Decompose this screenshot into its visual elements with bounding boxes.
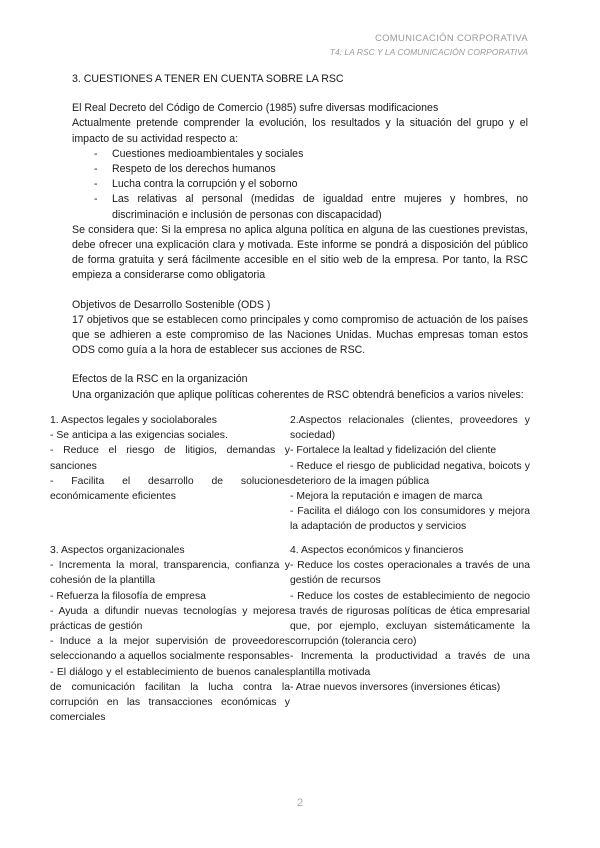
list-item: - Refuerza la filosofía de empresa (50, 590, 206, 602)
effects-text: Una organización que aplique políticas coherentes de RSC obtendrá beneficios a varios niveles: (72, 388, 524, 401)
decree-heading: El Real Decreto del Código de Comercio (1985) sufre diversas modificaciones (72, 102, 439, 115)
ods-heading: Objetivos de Desarrollo Sostenible (ODS ) (72, 298, 271, 311)
list-item: - Reduce los costes operacionales a través de una gestión de recursos (290, 560, 530, 587)
aspect-relational (290, 413, 530, 535)
list-item: - Cuestiones medioambientales y sociales (94, 147, 528, 162)
list-item: - Atrae nuevos inversores (inversiones éticas) (290, 681, 501, 693)
list-item: - Reduce el riesgo de litigios, demandas y sanciones (50, 445, 290, 472)
header-topic-title: T4: LA RSC Y LA COMUNICACIÓN CORPORATIVA (329, 47, 528, 57)
aspect-organizational (50, 543, 290, 725)
list-item: - Induce a la mejor supervisión de proveedores seleccionando a aquellos socialmente responsables (50, 636, 290, 663)
list-item: - Se anticipa a las exigencias sociales. (50, 430, 228, 442)
page-number: 2 (296, 797, 304, 809)
aspects-row-2 (50, 543, 530, 725)
list-item: - Facilita el desarrollo de soluciones económicamente eficientes (50, 475, 290, 503)
page-header (330, 33, 528, 57)
aspects-row-1 (50, 413, 530, 535)
list-item: - El diálogo y el establecimiento de buenos canales de comunicación facilitan la lucha contra la corrupción en las transacciones económicas y comerciales (50, 666, 290, 724)
aspect-legal (50, 413, 290, 535)
list-item: - Respeto de los derechos humanos (94, 162, 528, 177)
decree-note: Se considera que: Si la empresa no aplica alguna política en alguna de las cuestiones previstas, debe ofrecer una explicación clara y motivada. Este informe se pondrá a disposición del público de forma gratuita y será fácilmente accesible en el sitio web de la empresa. Por tanto, la RSC empieza a considerarse como obligatoria (72, 223, 528, 282)
header-course-title: COMUNICACIÓN CORPORATIVA (374, 33, 528, 44)
decree-list (72, 147, 528, 223)
aspect-economic (290, 543, 530, 725)
aspect-title: 1. Aspectos legales y sociolaborales (50, 415, 217, 426)
list-item: - Fortalece la lealtad y fidelización del cliente (290, 445, 497, 457)
list-item: - Facilita el diálogo con los consumidores y mejora la adaptación de productos y servicios (290, 506, 530, 533)
aspect-title: 2.Aspectos relacionales (clientes, proveedores y sociedad) (290, 415, 530, 442)
aspect-title: 3. Aspectos organizacionales (50, 545, 185, 556)
list-item: - Incrementa la moral, transparencia, confianza y cohesión de la plantilla (50, 560, 290, 587)
list-item: - Reduce los costes de establecimiento de negocio a través de rigurosas políticas de ética empresarial que, por ejemplo, excluyan sistemáticamente la corrupción (tolerancia cero) (290, 590, 530, 648)
list-item: - Lucha contra la corrupción y el soborno (94, 177, 528, 192)
list-item: - Las relativas al personal (medidas de igualdad entre mujeres y hombres, no discriminación e inclusión de personas con discapacidad) (94, 192, 528, 222)
main-content (72, 72, 528, 403)
decree-intro: Actualmente pretende comprender la evolución, los resultados y la situación del grupo y el impacto de su actividad respecto a: (72, 117, 528, 145)
list-item: - Mejora la reputación e imagen de marca (290, 491, 483, 503)
effects-heading: Efectos de la RSC en la organización (72, 373, 248, 386)
aspect-title: 4. Aspectos económicos y financieros (290, 545, 464, 556)
section-title: 3. CUESTIONES A TENER EN CUENTA SOBRE LA RSC (72, 73, 344, 85)
list-item: - Incrementa la productividad a través de una plantilla motivada (290, 651, 530, 678)
list-item: - Ayuda a difundir nuevas tecnologías y mejores prácticas de gestión (50, 605, 290, 633)
ods-text: 17 objetivos que se establecen como principales y como compromiso de actuación de los países que se adhieren a este compromiso de las Naciones Unidas. Muchas empresas toman estos ODS como guía a la hora de establecer sus acciones de RSC. (72, 313, 528, 357)
list-item: - Reduce el riesgo de publicidad negativa, boicots y deterioro de la imagen pública (290, 460, 530, 487)
